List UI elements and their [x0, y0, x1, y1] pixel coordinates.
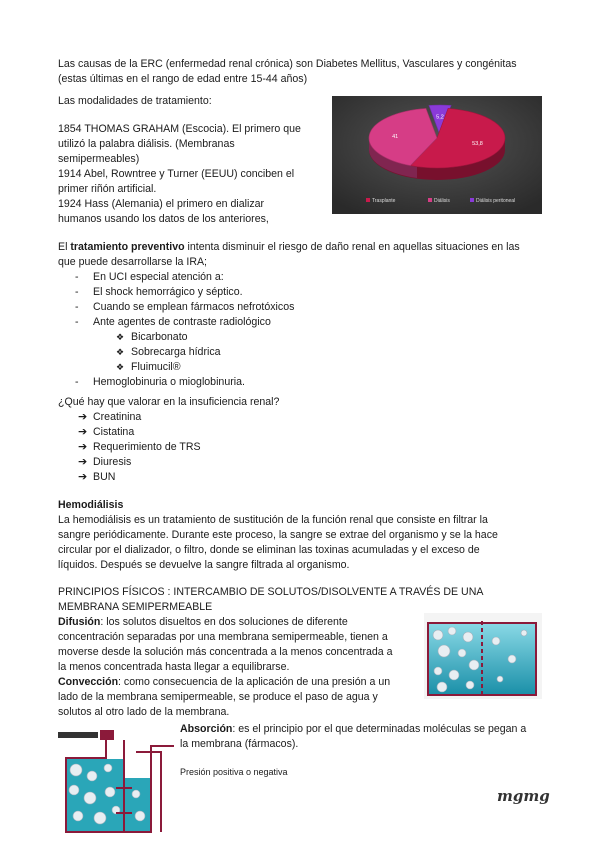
arrow-bullet-icon: ➔: [78, 456, 88, 468]
absorption-label: Absorción: [180, 723, 233, 735]
diffusion-text: : los solutos disueltos en dos soluciones de diferente: [100, 616, 348, 628]
preventive-subitem: Fluimucil®: [131, 361, 181, 373]
solute-bubble: [438, 645, 450, 657]
history-line: primer riñón artificial.: [58, 183, 157, 195]
pie-data-label: 53,8: [472, 141, 483, 148]
history-line: 1854 THOMAS GRAHAM (Escocia). El primero que: [58, 123, 301, 135]
label-bar: [58, 732, 98, 738]
solute-bubble: [458, 649, 466, 657]
history-line: utilizó la palabra diálisis. (Membranas: [58, 138, 235, 150]
signature: mgmg: [497, 787, 550, 805]
legend-swatch: [366, 198, 370, 202]
preventive-bold: tratamiento preventivo: [70, 241, 185, 253]
arrow-bullet-icon: ➔: [78, 441, 88, 453]
intro-causes-line2: (estas últimas en el rango de edad entre 15-44 años): [58, 73, 308, 85]
absorption-line: [180, 722, 526, 737]
solute-bubble: [508, 655, 516, 663]
solute-bubble: [87, 771, 97, 781]
diffusion-illustration: [424, 613, 542, 699]
solute-bubble: [437, 682, 447, 692]
assessment-item: Requerimiento de TRS: [93, 441, 201, 453]
principles-title: [58, 585, 483, 615]
solute-bubble: [434, 667, 442, 675]
intro-causes-line1: Las causas de la ERC (enfermedad renal crónica) son Diabetes Mellitus, Vasculares y congénitas: [58, 58, 517, 70]
preventive-item: En UCI especial atención a:: [93, 271, 224, 283]
dash-bullet: -: [75, 316, 79, 328]
diffusion-line: concentración separadas por una membrana semipermeable, tienen a: [58, 631, 388, 643]
solute-bubble: [466, 681, 474, 689]
dash-bullet: -: [75, 286, 79, 298]
convection-line: [58, 675, 392, 690]
pie-data-label: 41: [392, 133, 399, 140]
principles-title-line1: PRINCIPIOS FÍSICOS : INTERCAMBIO DE SOLUTOS/DISOLVENTE A TRAVÉS DE UNA: [58, 586, 484, 598]
absorption-text: : es el principio por el que determinadas moléculas se pegan a: [232, 723, 527, 735]
solute-bubble: [521, 630, 527, 636]
principles-title-line2: MEMBRANA SEMIPERMEABLE: [58, 601, 213, 613]
history-line: humanos usando los datos de los anteriores,: [58, 213, 269, 225]
preventive-item: Ante agentes de contraste radiológico: [93, 316, 271, 328]
solute-bubble: [449, 670, 459, 680]
preventive-line2: que puede desarrollarse la IRA;: [58, 256, 207, 268]
dash-bullet: -: [75, 376, 79, 388]
preventive-post: intenta disminuir el riesgo de daño renal en aquellas situaciones en las: [184, 241, 520, 253]
convection-line: lado de la membrana semipermeable, se produce el paso de agua y: [58, 691, 378, 703]
solute-bubble: [84, 792, 96, 804]
diffusion-line: moverse desde la solución más concentrada a la menos concentrada a: [58, 646, 393, 658]
solute-bubble: [448, 627, 456, 635]
assessment-question: ¿Qué hay que valorar en la insuficiencia renal?: [58, 396, 280, 408]
right-chamber-fluid: [125, 778, 150, 831]
diamond-bullet-icon: ❖: [116, 332, 125, 342]
solute-bubble: [433, 630, 443, 640]
solute-bubble: [463, 632, 473, 642]
legend-label: Diálisis: [434, 198, 450, 204]
diamond-bullet-icon: ❖: [116, 362, 125, 372]
absorption-line: la membrana (fármacos).: [180, 738, 299, 750]
piston-top: [100, 730, 114, 740]
legend-label: Diálisis peritoneal: [476, 198, 516, 204]
assessment-item: Cistatina: [93, 426, 135, 438]
arrow-bullet-icon: ➔: [78, 411, 88, 423]
history-line: semipermeables): [58, 153, 140, 165]
hemodialysis-line: sangre periódicamente. Durante este proceso, la sangre se extrae del organismo y se la hace: [58, 529, 498, 541]
legend-swatch: [470, 198, 474, 202]
dash-bullet: -: [75, 301, 79, 313]
modalities-heading: Las modalidades de tratamiento:: [58, 95, 212, 107]
solute-bubble: [135, 811, 145, 821]
hemodialysis-title: Hemodiálisis: [58, 499, 124, 511]
solute-bubble: [70, 764, 82, 776]
preventive-line1: [58, 240, 558, 255]
solute-bubble: [492, 637, 500, 645]
arrow-bullet-icon: ➔: [78, 471, 88, 483]
diffusion-block: [58, 615, 392, 720]
assessment-item: Creatinina: [93, 411, 142, 423]
convection-illustration: [56, 728, 176, 836]
history-block: [58, 122, 301, 227]
history-line: 1924 Hass (Alemania) el primero en dializar: [58, 198, 265, 210]
treatment-pie-chart: [332, 96, 542, 214]
hemodialysis-line: líquidos. Después se devuelve la sangre filtrada al organismo.: [58, 559, 350, 571]
solute-bubble: [105, 787, 115, 797]
diffusion-line: la menos concentrada hasta llegar a equilibrarse.: [58, 661, 290, 673]
history-line: 1914 Abel, Rowntree y Turner (EEUU) conciben el: [58, 168, 295, 180]
convection-label: Convección: [58, 676, 119, 688]
preventive-subitem: Bicarbonato: [131, 331, 188, 343]
hemodialysis-line: circular por el dializador, o filtro, donde se eliminan las toxinas acumuladas y el exceso de: [58, 544, 480, 556]
dash-bullet: -: [75, 271, 79, 283]
preventive-item: El shock hemorrágico y séptico.: [93, 286, 243, 298]
assessment-item: BUN: [93, 471, 116, 483]
solute-bubble: [132, 790, 140, 798]
preventive-intro: [58, 240, 558, 270]
legend-label: Trasplante: [372, 198, 396, 204]
assessment-item: Diuresis: [93, 456, 132, 468]
preventive-item: Cuando se emplean fármacos nefrotóxicos: [93, 301, 295, 313]
hemodialysis-line: La hemodiálisis es un tratamiento de sustitución de la función renal que consiste en filtrar la: [58, 514, 488, 526]
arrow-bullet-icon: ➔: [78, 426, 88, 438]
preventive-subitem: Sobrecarga hídrica: [131, 346, 221, 358]
pressure-note: Presión positiva o negativa: [180, 767, 288, 777]
solute-bubble: [497, 676, 503, 682]
legend-swatch: [428, 198, 432, 202]
solute-bubble: [104, 764, 112, 772]
solute-bubble: [73, 811, 83, 821]
diamond-bullet-icon: ❖: [116, 347, 125, 357]
hemodialysis-body: [58, 513, 498, 573]
preventive-pre: El: [58, 241, 71, 253]
diffusion-label: Difusión: [58, 616, 101, 628]
diffusion-line: [58, 615, 392, 630]
intro-causes: [58, 57, 517, 87]
solute-bubble: [94, 812, 106, 824]
absorption-block: [180, 722, 526, 752]
convection-text: : como consecuencia de la aplicación de una presión a un: [118, 676, 391, 688]
solute-bubble: [469, 660, 479, 670]
convection-line: solutos al otro lado de la membrana.: [58, 706, 230, 718]
pie-data-label: 5,2: [436, 114, 444, 121]
preventive-item: Hemoglobinuria o mioglobinuria.: [93, 376, 245, 388]
solute-bubble: [69, 785, 79, 795]
